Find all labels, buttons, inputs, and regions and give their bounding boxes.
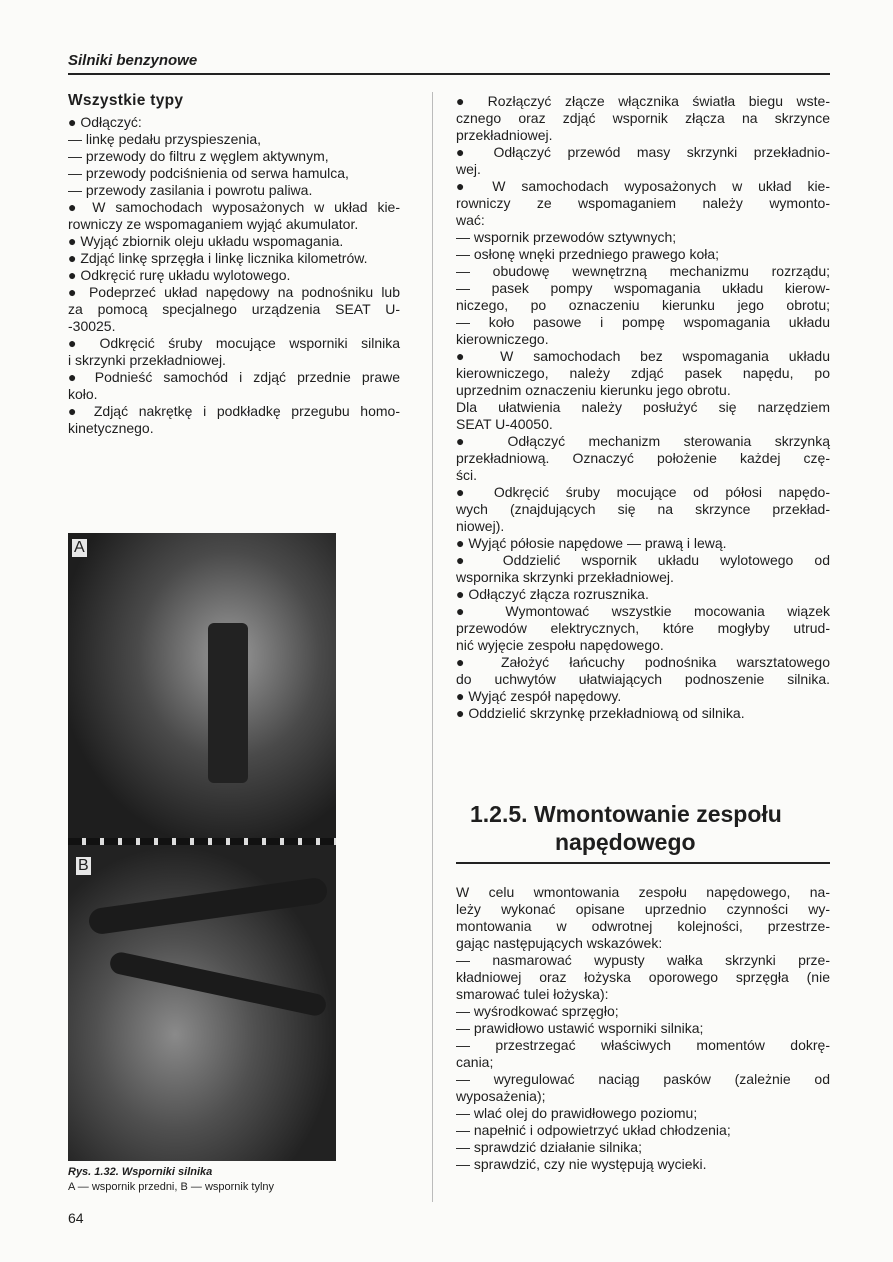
text-line: uprzednim oznaczeniu kierunku jego obrotu.: [456, 382, 731, 398]
text-line: ● Wyjąć zbiornik oleju układu wspomagania.: [68, 233, 344, 249]
text-line: leży wykonać opisane uprzednio czynności wy-: [456, 901, 830, 917]
text-line: ● Odkręcić śruby mocujące wsporniki silnika: [68, 335, 400, 351]
text-line: — sprawdzić działanie silnika;: [456, 1139, 642, 1155]
text-line: wych (znajdujących się na skrzynce przekład-: [456, 501, 830, 517]
text-line: ● Podeprzeć układ napędowy na podnośniku lub: [68, 284, 400, 300]
text-line: ● W samochodach bez wspomagania układu: [456, 348, 830, 364]
text-line: W celu wmontowania zespołu napędowego, na-: [456, 884, 830, 900]
section-title-line-1: Wmontowanie zespołu: [533, 801, 782, 827]
text-line: — sprawdzić, czy nie występują wycieki.: [456, 1156, 707, 1172]
text-line: ● Odłączyć mechanizm sterowania skrzynką: [456, 433, 830, 449]
text-line: ● Wyjąć półosie napędowe — prawą i lewą.: [456, 535, 727, 551]
section-title-line-2: napędowego: [555, 829, 696, 855]
section-number: 1.2.5.: [470, 801, 528, 827]
text-line: — napełnić i odpowietrzyć układ chłodzenia;: [456, 1122, 731, 1138]
text-line: kierowniczego, należy zdjąć pasek napędu, po: [456, 365, 830, 381]
text-line: kierowniczego.: [456, 331, 549, 347]
text-line: ● Podnieść samochód i zdjąć przednie prawe: [68, 369, 400, 385]
text-line: ● Oddzielić wspornik układu wylotowego od: [456, 552, 830, 568]
text-line: kładniowej oraz łożyska oporowego sprzęgła (nie: [456, 969, 830, 985]
text-line: przewodów elektrycznych, które mogłyby utrud-: [456, 620, 830, 636]
text-line: ● Wymontować wszystkie mocowania wiązek: [456, 603, 830, 619]
text-line: wej.: [456, 161, 481, 177]
text-line: koło.: [68, 386, 98, 402]
text-line: — wyśrodkować sprzęgło;: [456, 1003, 619, 1019]
text-line: ści.: [456, 467, 477, 483]
text-line: rowniczy ze wspomaganiem wyjąć akumulator.: [68, 216, 359, 232]
section-body-text: [456, 884, 830, 1173]
photo-a-front-mount: [68, 533, 336, 838]
text-line: montowania w odwrotnej kolejności, przestrze-: [456, 918, 830, 934]
text-line: przekładniowej.: [456, 127, 553, 143]
text-line: ● Zdjąć linkę sprzęgła i linkę licznika kilometrów.: [68, 250, 368, 266]
text-line: — przewody do filtru z węglem aktywnym,: [68, 148, 329, 164]
text-line: — wspornik przewodów sztywnych;: [456, 229, 677, 245]
page-number: 64: [68, 1210, 84, 1226]
text-line: ● Odkręcić śruby mocujące od półosi napędo-: [456, 484, 830, 500]
right-column-text: [456, 93, 830, 722]
text-line: wyposażenia);: [456, 1088, 546, 1104]
photo-label-b: B: [78, 857, 89, 874]
text-line: — wyregulować naciąg pasków (zależnie od: [456, 1071, 830, 1087]
text-line: — przestrzegać właściwych momentów dokrę-: [456, 1037, 830, 1053]
text-line: za pomocą specjalnego urządzenia SEAT U-: [68, 301, 400, 317]
text-line: cania;: [456, 1054, 494, 1070]
photo-separator: [68, 838, 336, 845]
text-line: i skrzynki przekładniowej.: [68, 352, 226, 368]
text-line: — koło pasowe i pompę wspomagania układu: [456, 314, 830, 330]
text-line: SEAT U-40050.: [456, 416, 553, 432]
photo-bracket: [208, 623, 248, 783]
photo-label-a: A: [74, 539, 85, 556]
section-heading: [470, 800, 782, 856]
text-line: gając następujących wskazówek:: [456, 935, 663, 951]
text-line: Dla ułatwienia należy posłużyć się narzędziem: [456, 399, 830, 415]
text-line: do uchwytów ułatwiających podnoszenie silnika.: [456, 671, 830, 687]
text-line: — linkę pedału przyspieszenia,: [68, 131, 261, 147]
text-line: ● Zdjąć nakrętkę i podkładkę przegubu homo-: [68, 403, 400, 419]
running-title: Silniki benzynowe: [68, 52, 198, 69]
text-line: ● Założyć łańcuchy podnośnika warsztatowego: [456, 654, 830, 670]
figure-caption-text: A — wspornik przedni, B — wspornik tylny: [68, 1181, 275, 1193]
text-line: ● W samochodach wyposażonych w układ kie-: [456, 178, 830, 194]
text-line: — przewody zasilania i powrotu paliwa.: [68, 182, 313, 198]
text-line: ● Rozłączyć złącze włącznika światła biegu wste-: [456, 93, 830, 109]
column-divider: [432, 92, 433, 1202]
text-line: ● Oddzielić skrzynkę przekładniową od silnika.: [456, 705, 745, 721]
text-line: — pasek pompy wspomagania układu kierow-: [456, 280, 830, 296]
text-line: — osłonę wnęki przedniego prawego koła;: [456, 246, 720, 262]
text-line: — prawidłowo ustawić wsporniki silnika;: [456, 1020, 704, 1036]
text-line: wać:: [456, 212, 485, 228]
text-line: cznego oraz zdjąć wspornik złącza na skrzynce: [456, 110, 830, 126]
text-line: — przewody podciśnienia od serwa hamulca,: [68, 165, 349, 181]
text-line: niczego, po oznaczeniu kierunku jego obrotu;: [456, 297, 830, 313]
text-line: — nasmarować wypusty wałka skrzynki prze-: [456, 952, 830, 968]
figure-caption-title: Rys. 1.32. Wsporniki silnika: [68, 1166, 213, 1178]
text-line: wspornika skrzynki przekładniowej.: [456, 569, 674, 585]
text-line: -30025.: [68, 318, 116, 334]
text-line: ● Odłączyć:: [68, 114, 142, 130]
text-line: ● Odłączyć złącza rozrusznika.: [456, 586, 649, 602]
text-line: rowniczy ze wspomaganiem należy wymonto-: [456, 195, 830, 211]
left-column-text: [68, 114, 400, 437]
text-line: kinetycznego.: [68, 420, 154, 436]
text-line: — wlać olej do prawidłowego poziomu;: [456, 1105, 698, 1121]
header-rule: [68, 73, 830, 75]
subheading: Wszystkie typy: [68, 92, 184, 109]
engine-mount-photo: [68, 533, 336, 1161]
text-line: ● Wyjąć zespół napędowy.: [456, 688, 622, 704]
text-line: ● Odkręcić rurę układu wylotowego.: [68, 267, 291, 283]
section-rule: [456, 862, 830, 864]
text-line: smarować tulei łożyska):: [456, 986, 609, 1002]
text-line: nić wyjęcie zespołu napędowego.: [456, 637, 664, 653]
text-line: przekładniową. Oznaczyć położenie każdej czę-: [456, 450, 830, 466]
text-line: ● Odłączyć przewód masy skrzynki przekładnio-: [456, 144, 830, 160]
text-line: niowej).: [456, 518, 505, 534]
text-line: — obudowę wewnętrzną mechanizmu rozrządu;: [456, 263, 830, 279]
text-line: ● W samochodach wyposażonych w układ kie-: [68, 199, 400, 215]
